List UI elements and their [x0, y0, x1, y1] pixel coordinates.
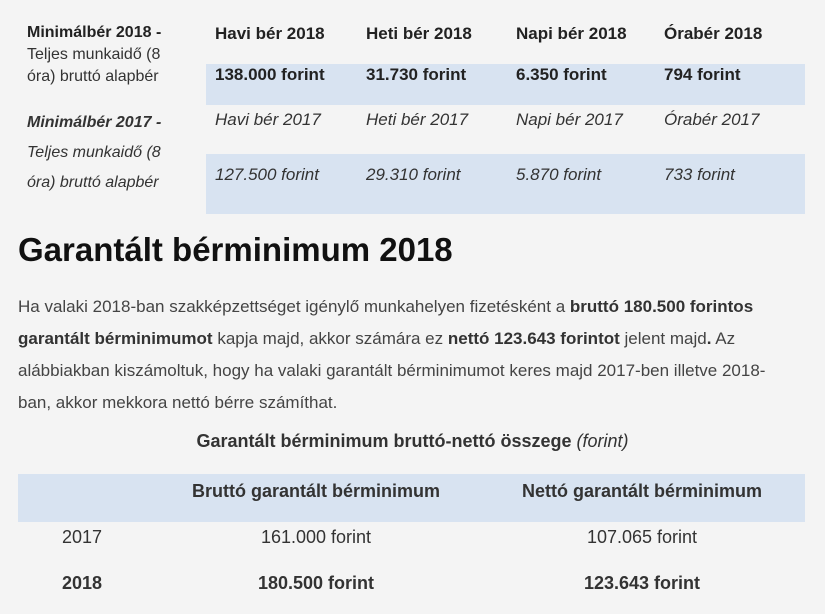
table2-header-netto: Nettó garantált bérminimum — [521, 481, 763, 501]
section-title: Garantált bérminimum 2018 — [18, 231, 453, 268]
table2-row-2017-year: 2017 — [62, 527, 103, 547]
header-heti-2017: Heti bér 2017 — [366, 110, 469, 129]
header-heti-2018: Heti bér 2018 — [366, 24, 472, 43]
table2-row-2018-brutto: 180.500 forint — [257, 573, 375, 593]
row1-label-line2: Teljes munkaidő (8 — [27, 46, 161, 63]
para-text-3: jelent majd — [619, 329, 707, 348]
header-ora-2018: Órabér 2018 — [664, 24, 763, 43]
row2-label — [27, 108, 207, 198]
para-text-1: Ha valaki 2018-ban szakképzettséget igénylő munkahelyen fizetésként a — [18, 297, 570, 316]
value-heti-2017: 29.310 forint — [366, 165, 461, 184]
header-ora-2017: Órabér 2017 — [664, 110, 760, 129]
value-ora-2018: 794 forint — [664, 65, 741, 84]
para-text-4: Az alábbiakban kiszámoltuk, hogy ha valaki garantált bérminimumot keres majd 2017-ben illetve 2018-ban, akkor mekkora nettó bérre számíthat. — [18, 329, 766, 412]
table2-caption-text: Garantált bérminimum bruttó-nettó összege — [196, 431, 572, 451]
table2-row-2018-netto: 123.643 forint — [583, 573, 701, 593]
row1-label-bold: Minimálbér 2018 - — [27, 24, 162, 41]
table2-caption-unit: (forint) — [576, 431, 629, 451]
value-napi-2017: 5.870 forint — [516, 165, 602, 184]
para-bold-1: bruttó 180.500 forintos garantált bérminimumot — [18, 297, 754, 348]
table2-header-brutto: Bruttó garantált bérminimum — [191, 481, 441, 501]
value-havi-2018: 138.000 forint — [215, 65, 325, 84]
row2-label-line2: Teljes munkaidő (8 — [27, 144, 161, 161]
value-ora-2017: 733 forint — [664, 165, 735, 184]
para-bold-3: . — [706, 329, 712, 348]
value-havi-2017: 127.500 forint — [215, 165, 319, 184]
header-havi-2017: Havi bér 2017 — [215, 110, 321, 129]
table2-row-2017-brutto: 161.000 forint — [260, 527, 372, 547]
para-bold-2: nettó 123.643 forintot — [447, 329, 620, 348]
section-paragraph — [18, 291, 798, 419]
row1-label-line3: óra) bruttó alapbér — [27, 68, 159, 85]
row2-label-bold: Minimálbér 2017 - — [27, 114, 162, 131]
row2-label-line3: óra) bruttó alapbér — [27, 174, 159, 191]
table2-caption — [0, 429, 825, 453]
value-heti-2018: 31.730 forint — [366, 65, 467, 84]
header-napi-2018: Napi bér 2018 — [516, 24, 627, 43]
header-napi-2017: Napi bér 2017 — [516, 110, 623, 129]
value-napi-2018: 6.350 forint — [516, 65, 607, 84]
table2-row-2018-year: 2018 — [62, 573, 103, 593]
para-text-2: kapja majd, akkor számára ez — [212, 329, 448, 348]
table2-row-2017-netto: 107.065 forint — [586, 527, 698, 547]
header-havi-2018: Havi bér 2018 — [215, 24, 325, 43]
row1-label — [27, 22, 207, 88]
